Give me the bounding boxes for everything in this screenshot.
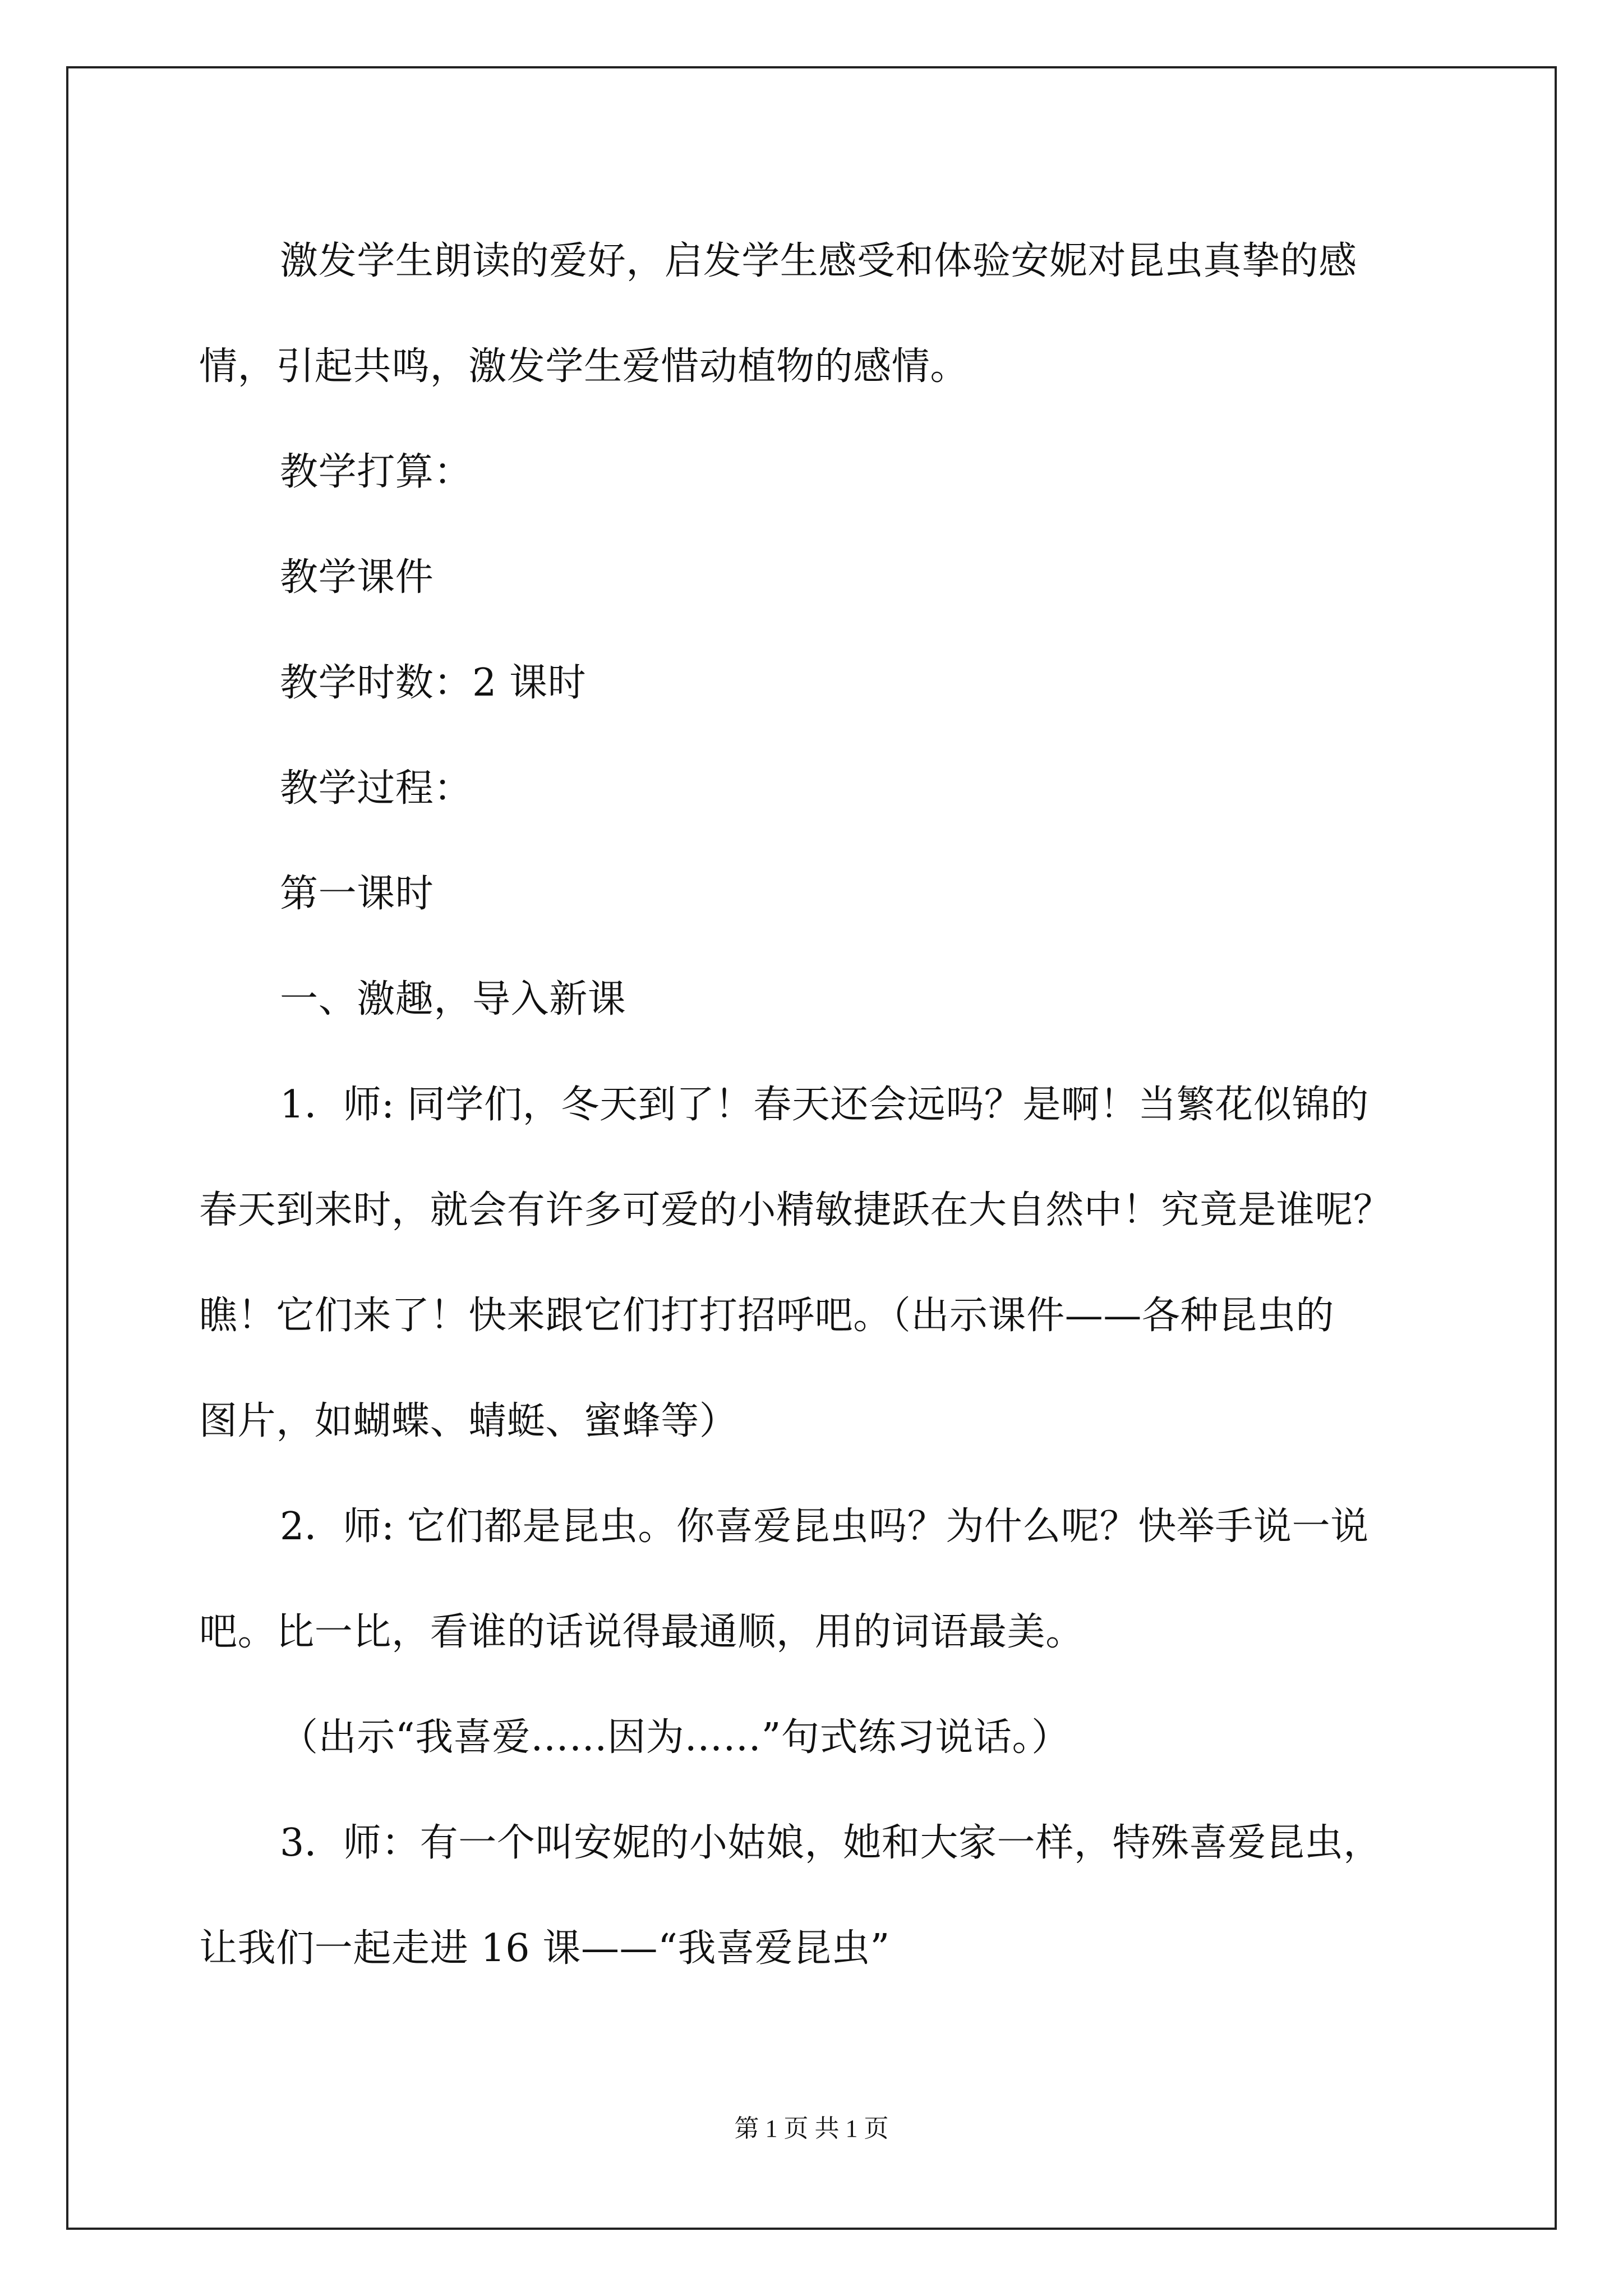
paragraph-line: 3．师：有一个叫安妮的小姑娘，她和大家一样，特殊喜爱昆虫， (280, 1821, 1382, 1865)
page-footer: 第 1 页 共 1 页 (734, 2115, 889, 2142)
paragraph-line: 吧。比一比，看谁的话说得最通顺，用的词语最美。 (199, 1610, 1084, 1654)
paragraph-line: 图片，如蝴蝶、蜻蜓、蜜蜂等） (199, 1399, 738, 1443)
paragraph-line: 春天到来时，就会有许多可爱的小精敏捷跃在大自然中！究竟是谁呢？ (199, 1188, 1392, 1232)
paragraph-line: 2．师: 它们都是昆虫。你喜爱昆虫吗？为什么呢？快举手说一说 (280, 1504, 1369, 1549)
paragraph-line: 情，引起共鸣，激发学生爱惜动植物的感情。 (199, 344, 969, 389)
section-heading: 一、激趣，导入新课 (280, 977, 626, 1022)
paragraph-line: 激发学生朗读的爱好，启发学生感受和体验安妮对昆虫真挚的感 (280, 239, 1357, 283)
section-heading: 教学打算： (280, 450, 473, 494)
paragraph-line: 让我们一起走进 16 课——“我喜爱昆虫” (199, 1926, 890, 1971)
section-heading: 第一课时 (280, 872, 434, 916)
paragraph-line: 瞧！它们来了！快来跟它们打打招呼吧。（出示课件——各种昆虫的 (199, 1294, 1335, 1338)
paragraph-line: 1．师: 同学们，冬天到了！春天还会远吗？是啊！当繁花似锦的 (280, 1083, 1369, 1127)
paragraph-line: 教学课件 (280, 555, 434, 600)
paragraph-line: （出示“我喜爱……因为……”句式练习说话。） (280, 1715, 1070, 1760)
document-body (199, 209, 1483, 2001)
section-heading: 教学过程： (280, 766, 473, 811)
paragraph-line: 教学时数：2 课时 (280, 661, 587, 705)
